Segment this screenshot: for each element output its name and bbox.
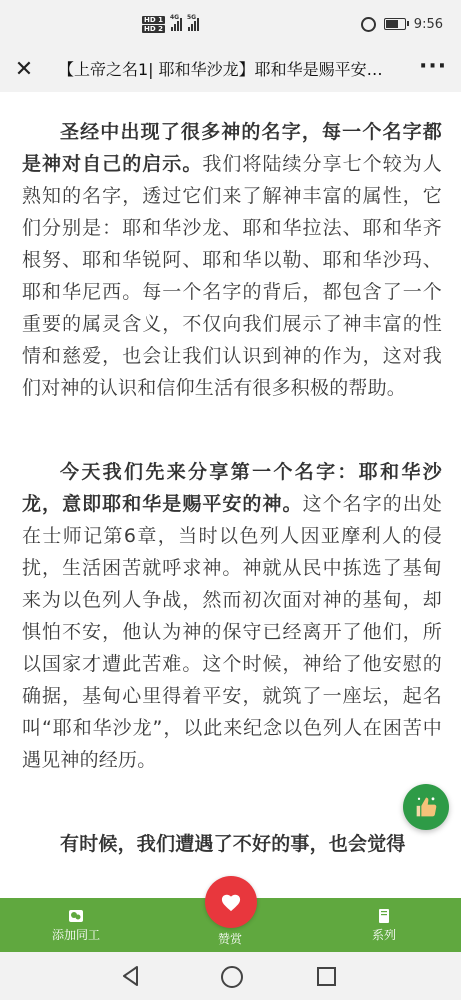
battery-icon [384,18,406,30]
paragraph-2-lead: 今天我们先来分享第一个名字：耶和华沙龙，意即耶和华是赐平安的神。 [22,461,442,515]
paragraph-1-text: 我们将陆续分享七个较为人熟知的名字，透过它们来了解神丰富的属性，它们分别是：耶和华沙龙、耶和华拉法、耶和华齐根努、耶和华锐阿、耶和华以勒、耶和华沙玛、耶和华尼西。每一个名字的背后，都包含了一个重要的属灵含义，不仅向我们展示了神丰富的性情和慈爱，也会让我们认识到神的作为，这对我们对神的认识和信仰生活有很多积极的帮助。 [22,153,442,399]
paragraph-1 [22,116,442,404]
series-button[interactable] [334,898,434,952]
signal-icon [169,14,182,31]
home-icon[interactable] [221,966,243,988]
sim1-badge: HD 1 [144,15,163,24]
sim-badges [142,16,165,33]
status-bar [0,0,461,48]
reward-button[interactable] [205,876,257,928]
system-nav-bar [0,952,461,1000]
signal-icon-2 [186,14,199,31]
back-icon[interactable] [121,965,141,987]
add-coworker-button[interactable] [26,898,126,952]
paragraph-2 [22,456,442,776]
paragraph-1-lead: 圣经中出现了很多神的名字，每一个名字都是神对自己的启示。 [22,121,442,175]
wechat-icon [68,908,84,924]
sim2-badge: HD 2 [144,24,163,33]
book-icon [376,908,392,924]
network-type-1: 4G [169,14,180,21]
paragraph-3-lead: 有时候，我们遭遇了不好的事，也会觉得 [60,833,406,855]
thumbs-up-icon [412,793,440,821]
add-coworker-label: 添加同工 [51,928,100,942]
clock: 9:56 [413,16,443,32]
close-icon[interactable]: ✕ [14,57,34,82]
series-label: 系列 [371,928,396,942]
more-icon[interactable]: ··· [419,54,448,79]
heart-icon [220,892,242,912]
network-indicators [142,12,199,36]
page-title: 【上帝之名1| 耶和华沙龙】耶和华是赐平安… [58,60,383,79]
paragraph-3 [22,828,442,860]
article-body [22,116,442,912]
status-right [361,12,443,36]
network-type-2: 5G [186,14,197,21]
reward-label: 赞赏 [217,932,242,946]
alarm-icon [361,17,376,32]
recent-apps-icon[interactable] [317,967,336,986]
paragraph-2-text: 这个名字的出处在士师记第6章，当时以色列人因亚摩利人的侵扰，生活困苦就呼求神。神就从民中拣选了基甸来为以色列人争战，然而初次面对神的基甸，却惧怕不安，他认为神的保守已经离开了他们，所以国家才遭此苦难。这个时候，神给了他安慰的确据，基甸心里得着平安，就筑了一座坛，起名叫“耶和华沙龙”，以此来纪念以色列人在困苦中遇见神的经历。 [22,493,442,771]
top-nav-bar [0,48,461,92]
like-fab-button[interactable] [403,784,449,830]
